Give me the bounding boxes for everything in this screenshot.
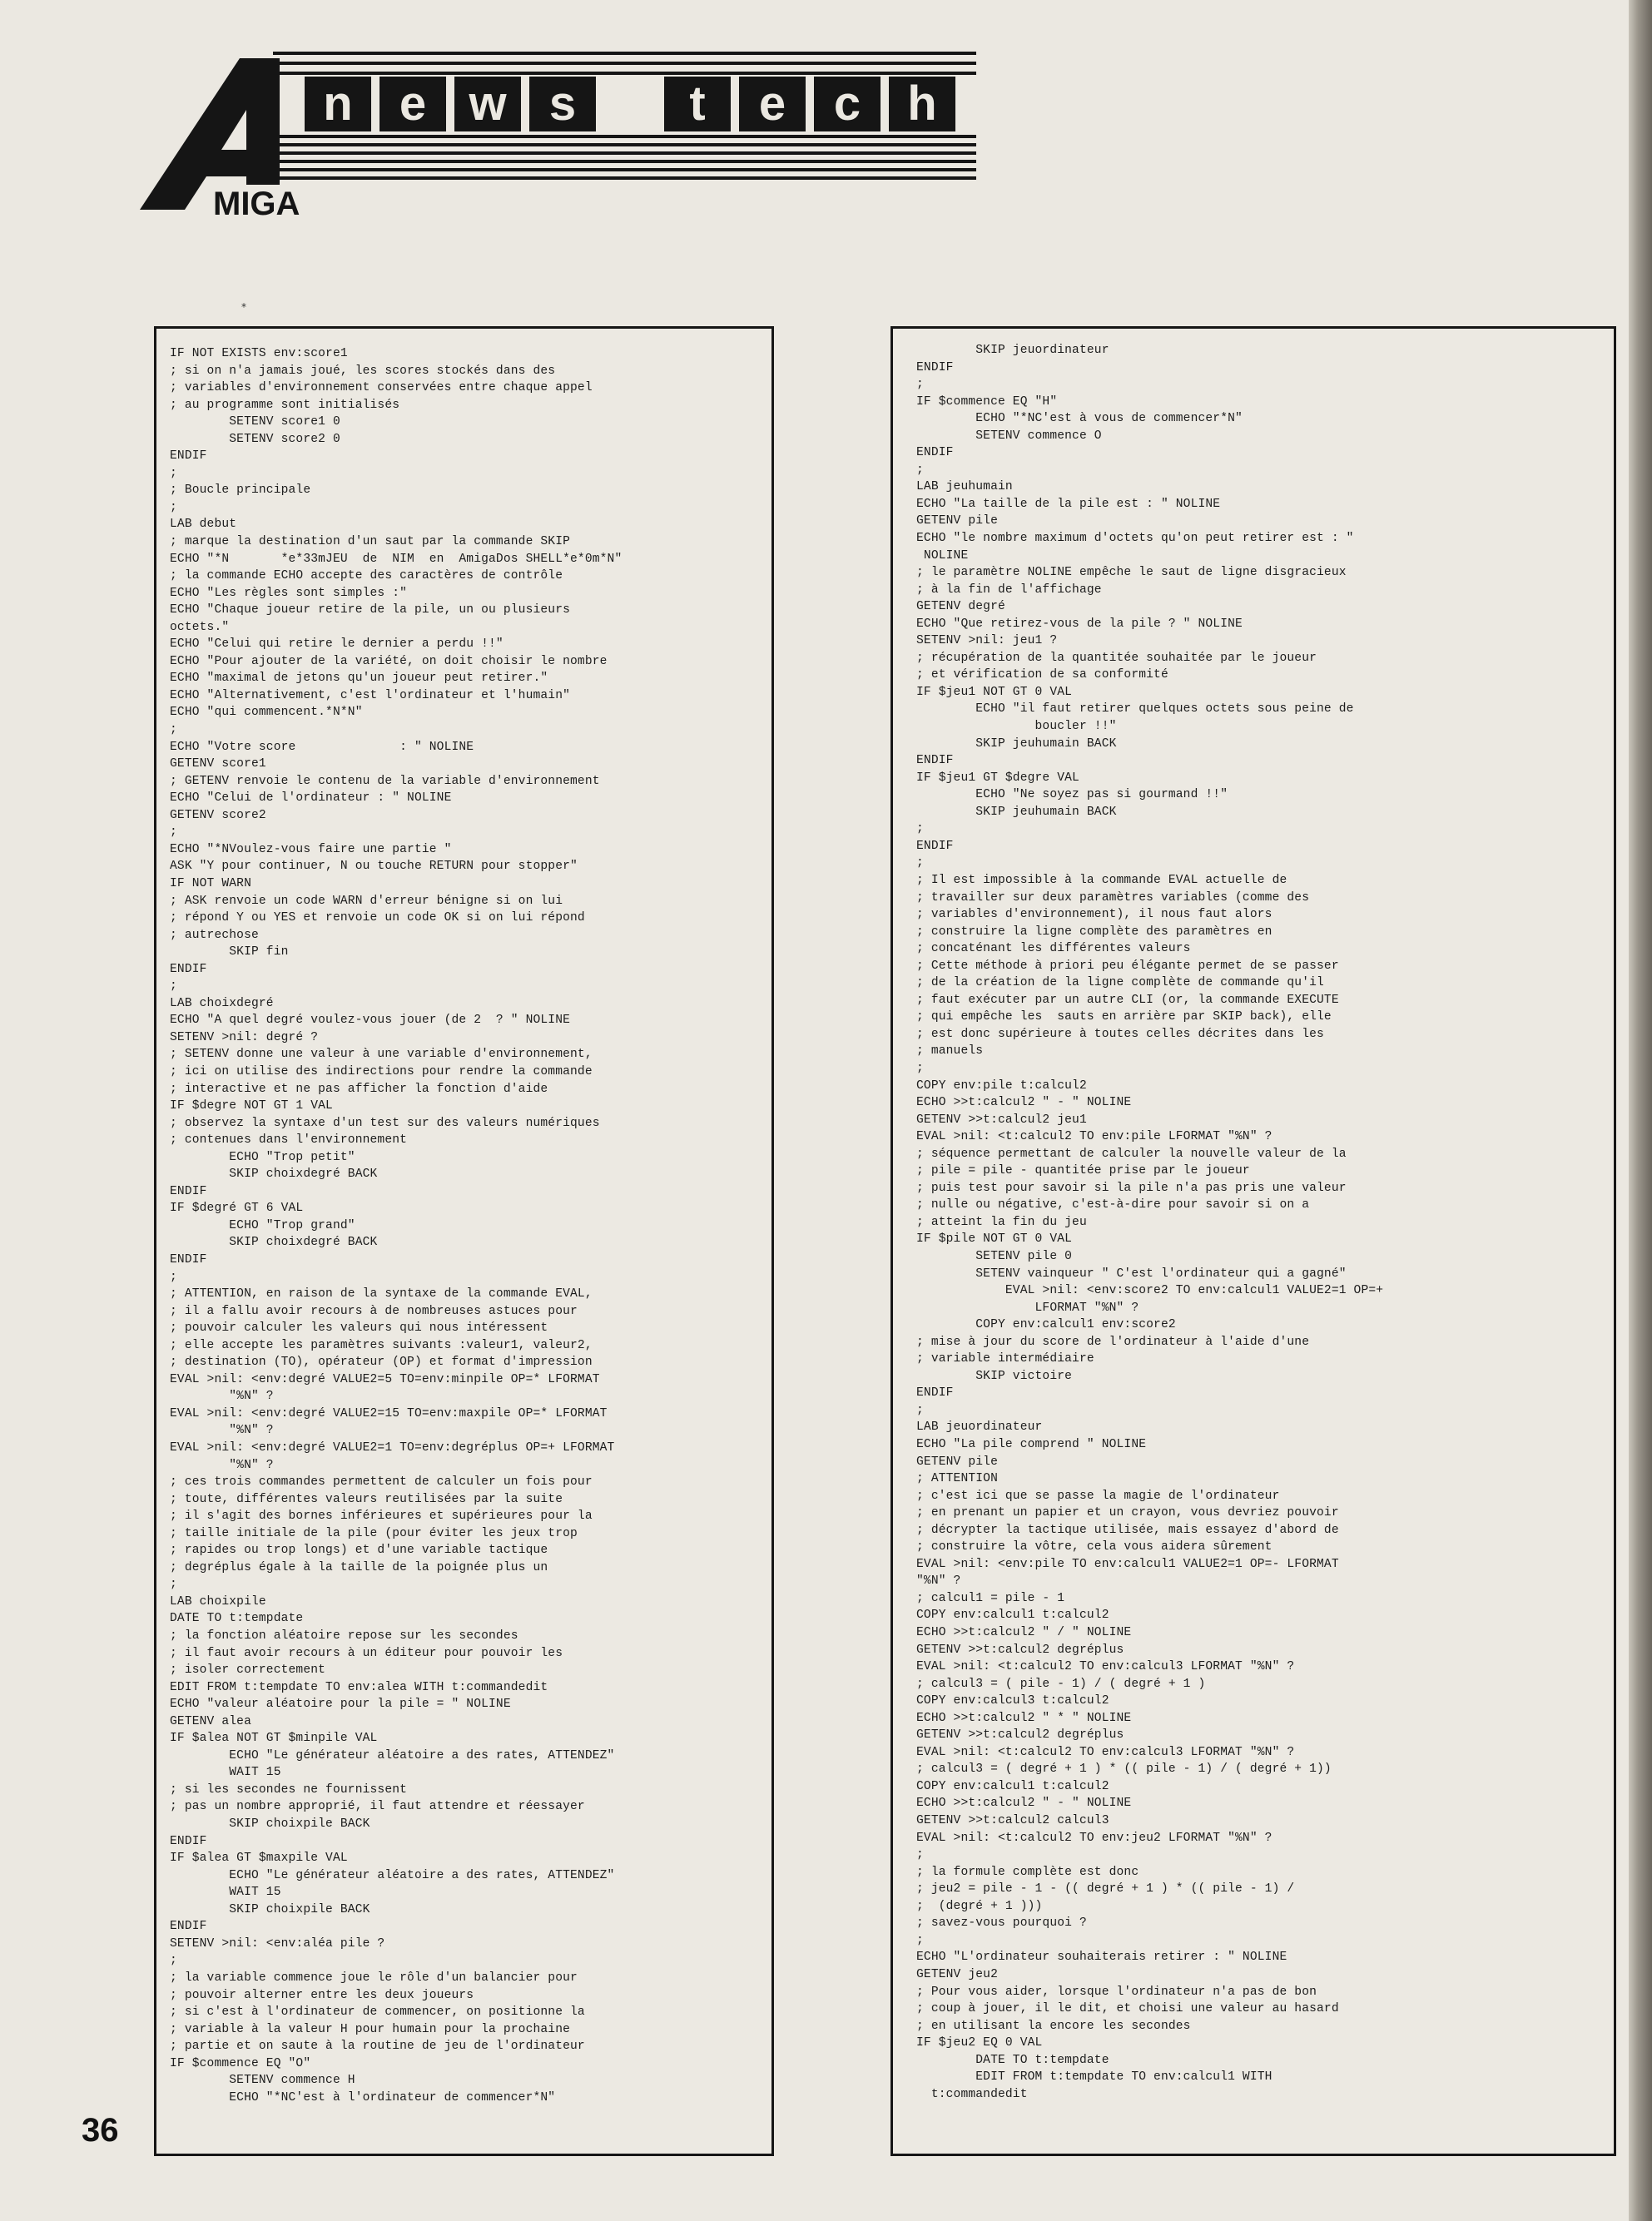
logo-letter-c: c [833, 77, 861, 131]
logo-letter-e2: e [758, 77, 786, 131]
page-edge-shadow [1629, 0, 1652, 2221]
listing-text-left: IF NOT EXISTS env:score1 ; si on n'a jamais joué, les scores stockés dans des ; variables d'environnement conservées entre chaque appel ; au programme sont initialisés SETENV score1 0 SETENV score2 0 ENDIF ; ; Boucle principale ; LAB debut ; marque la destination d'un saut par la commande SKIP ECHO "*N *e*33mJEU de NIM en AmigaDos SHELL*e*0m*N" ; la commande ECHO accepte des caractères de contrôle ECHO "Les règles sont simples :" ECHO "Chaque joueur retire de la pile, un ou plusieurs octets." ECHO "Celui qui retire le dernier a perdu !!" ECHO "Pour ajouter de la variété, on doit choisir le nombre ECHO "maximal de jetons qu'un joueur peut retirer." ECHO "Alternativement, c'est l'ordinateur et l'humain" ECHO "qui commencent.*N*N" ; ECHO "Votre score : " NOLINE GETENV score1 ; GETENV renvoie le contenu de la variable d'environnement ECHO "Celui de l'ordinateur : " NOLINE GETENV score2 ; ECHO "*NVoulez-vous faire une partie " ASK "Y pour continuer, N ou touche RETURN pour stopper" IF NOT WARN ; ASK renvoie un code WARN d'erreur bénigne si on lui ; répond Y ou YES et renvoie un code OK si on lui répond ; autrechose SKIP fin ENDIF ; LAB choixdegré ECHO "A quel degré voulez-vous jouer (de 2 ? " NOLINE SETENV >nil: degré ? ; SETENV donne une valeur à une variable d'environnement, ; ici on utilise des indirections pour rendre la commande ; interactive et ne pas afficher la fonction d'aide IF $degre NOT GT 1 VAL ; observez la syntaxe d'un test sur des valeurs numériques ; contenues dans l'environnement ECHO "Trop petit" SKIP choixdegré BACK ENDIF IF $degré GT 6 VAL ECHO "Trop grand" SKIP choixdegré BACK ENDIF ; ; ATTENTION, en raison de la syntaxe de la commande EVAL, ; il a fallu avoir recours à de nombreuses astuces pour ; pouvoir calculer les valeurs qui nous intéressent ; elle accepte les paramètres suivants :valeur1, valeur2, ; destination (TO), opérateur (OP) et format d'impression EVAL >nil: <env:degré VALUE2=5 TO=env:minpile OP=* LFORMAT "%N" ? EVAL >nil: <env:degré VALUE2=15 TO=env:maxpile OP=* LFORMAT "%N" ? EVAL >nil: <env:degré VALUE2=1 TO=env:degréplus OP=+ LFORMAT "%N" ? ; ces trois commandes permettent de calculer un fois pour ; toute, différentes valeurs reutilisées par la suite ; il s'agit des bornes inférieures et supérieures pour la ; taille initiale de la pile (pour éviter les jeux trop ; rapides ou trop longs) et d'une variable tactique ; degréplus égale à la taille de la poignée plus un ; LAB choixpile DATE TO t:tempdate ; la fonction aléatoire repose sur les secondes ; il faut avoir recours à un éditeur pour pouvoir les ; isoler correctement EDIT FROM t:tempdate TO env:alea WITH t:commandedit ECHO "valeur aléatoire pour la pile = " NOLINE GETENV alea IF $alea NOT GT $minpile VAL ECHO "Le générateur aléatoire a des rates, ATTENDEZ" WAIT 15 ; si les secondes ne fournissent ; pas un nombre approprié, il faut attendre et réessayer SKIP choixpile BACK ENDIF IF $alea GT $maxpile VAL ECHO "Le générateur aléatoire a des rates, ATTENDEZ" WAIT 15 SKIP choixpile BACK ENDIF SETENV >nil: <env:aléa pile ? ; ; la variable commence joue le rôle d'un balancier pour ; pouvoir alterner entre les deux joueurs ; si c'est à l'ordinateur de commencer, on positionne la ; variable à la valeur H pour humain pour la prochaine ; partie et on saute à la routine de jeu de l'ordinateur IF $commence EQ "O" SETENV commence H ECHO "*NC'est à l'ordinateur de commencer*N" [170, 347, 623, 2104]
amiga-news-tech-logo [140, 52, 976, 218]
logo-letter-s: s [548, 77, 577, 131]
logo-letter-n: n [323, 77, 353, 131]
stray-mark: * [241, 301, 246, 313]
code-listing-right [890, 326, 1616, 2156]
listing-text-right: SKIP jeuordinateur ENDIF ; IF $commence EQ "H" ECHO "*NC'est à vous de commencer*N" SETENV commence O ENDIF ; LAB jeuhumain ECHO "La taille de la pile est : " NOLINE GETENV pile ECHO "le nombre maximum d'octets qu'on peut retirer est : " NOLINE ; le paramètre NOLINE empêche le saut de ligne disgracieux ; à la fin de l'affichage GETENV degré ECHO "Que retirez-vous de la pile ? " NOLINE SETENV >nil: jeu1 ? ; récupération de la quantitée souhaitée par le joueur ; et vérification de sa conformité IF $jeu1 NOT GT 0 VAL ECHO "il faut retirer quelques octets sous peine de boucler !!" SKIP jeuhumain BACK ENDIF IF $jeu1 GT $degre VAL ECHO "Ne soyez pas si gourmand !!" SKIP jeuhumain BACK ; ENDIF ; ; Il est impossible à la commande EVAL actuelle de ; travailler sur deux paramètres variables (comme des ; variables d'environnement), il nous faut alors ; construire la ligne complète des paramètres en ; concaténant les différentes valeurs ; Cette méthode à priori peu élégante permet de se passer ; de la création de la ligne complète de commande qu'il ; faut exécuter par un autre CLI (or, la commande EXECUTE ; qui empêche les sauts en arrière par SKIP back), elle ; est donc supérieure à toutes celles décrites dans les ; manuels ; COPY env:pile t:calcul2 ECHO >>t:calcul2 " - " NOLINE GETENV >>t:calcul2 jeu1 EVAL >nil: <t:calcul2 TO env:pile LFORMAT "%N" ? ; séquence permettant de calculer la nouvelle valeur de la ; pile = pile - quantitée prise par le joueur ; puis test pour savoir si la pile n'a pas pris une valeur ; nulle ou négative, c'est-à-dire pour savoir si on a ; atteint la fin du jeu IF $pile NOT GT 0 VAL SETENV pile 0 SETENV vainqueur " C'est l'ordinateur qui a gagné" EVAL >nil: <env:score2 TO env:calcul1 VALUE2=1 OP=+ LFORMAT "%N" ? COPY env:calcul1 env:score2 ; mise à jour du score de l'ordinateur à l'aide d'une ; variable intermédiaire SKIP victoire ENDIF ; LAB jeuordinateur ECHO "La pile comprend " NOLINE GETENV pile ; ATTENTION ; c'est ici que se passe la magie de l'ordinateur ; en prenant un papier et un crayon, vous devriez pouvoir ; décrypter la tactique utilisée, mais essayez d'abord de ; construire la vôtre, cela vous aidera sûrement EVAL >nil: <env:pile TO env:calcul1 VALUE2=1 OP=- LFORMAT "%N" ? ; calcul1 = pile - 1 COPY env:calcul1 t:calcul2 ECHO >>t:calcul2 " / " NOLINE GETENV >>t:calcul2 degréplus EVAL >nil: <t:calcul2 TO env:calcul3 LFORMAT "%N" ? ; calcul3 = ( pile - 1) / ( degré + 1 ) COPY env:calcul3 t:calcul2 ECHO >>t:calcul2 " * " NOLINE GETENV >>t:calcul2 degréplus EVAL >nil: <t:calcul2 TO env:calcul3 LFORMAT "%N" ? ; calcul3 = ( degré + 1 ) * (( pile - 1) / ( degré + 1)) COPY env:calcul1 t:calcul2 ECHO >>t:calcul2 " - " NOLINE GETENV >>t:calcul2 calcul3 EVAL >nil: <t:calcul2 TO env:jeu2 LFORMAT "%N" ? ; ; la formule complète est donc ; jeu2 = pile - 1 - (( degré + 1 ) * (( pile - 1) / ; (degré + 1 ))) ; savez-vous pourquoi ? ; ECHO "L'ordinateur souhaiterais retirer : " NOLINE GETENV jeu2 ; Pour vous aider, lorsque l'ordinateur n'a pas de bon ; coup à jouer, il le dit, et choisi une valeur au hasard ; en utilisant la encore les secondes IF $jeu2 EQ 0 VAL DATE TO t:tempdate EDIT FROM t:tempdate TO env:calcul1 WITH t:commandedit [916, 344, 1384, 2101]
logo-letter-t: t [689, 77, 706, 131]
page-number: 36 [82, 2112, 119, 2149]
logo-brand-miga: MIGA [213, 186, 300, 218]
logo-letter-w: w [469, 77, 507, 131]
code-listing-left [154, 326, 774, 2156]
logo-letter-e: e [399, 77, 427, 131]
logo-letters [323, 77, 936, 131]
logo-letter-h: h [907, 77, 937, 131]
